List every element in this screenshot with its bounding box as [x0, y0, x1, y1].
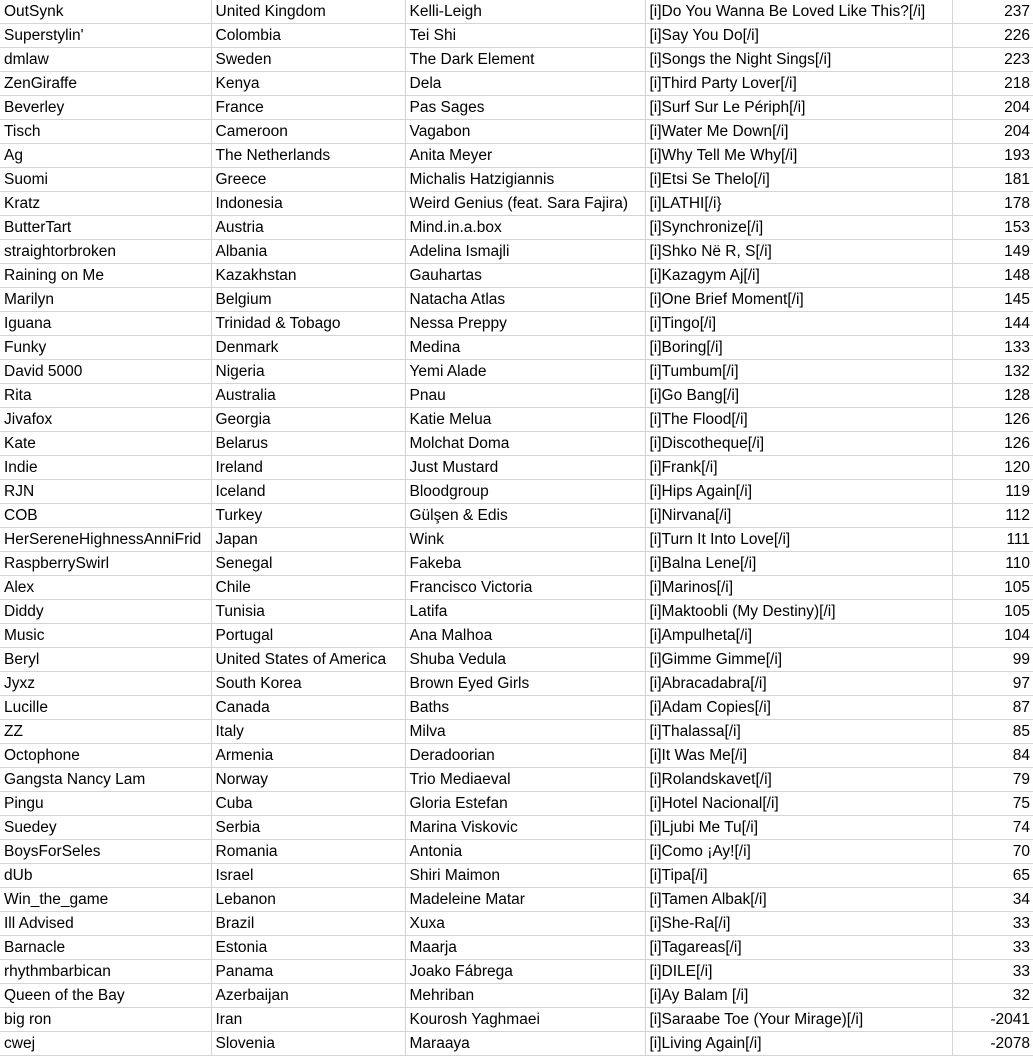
score-cell[interactable]: 34	[952, 888, 1033, 912]
song-cell[interactable]: [i]Thalassa[/i]	[645, 720, 952, 744]
user-cell[interactable]: Pingu	[0, 792, 211, 816]
table-row	[0, 264, 1033, 288]
user-cell[interactable]: Jivafox	[0, 408, 211, 432]
score-cell[interactable]: 33	[952, 960, 1033, 984]
score-cell[interactable]: 84	[952, 744, 1033, 768]
artist-cell[interactable]: Nessa Preppy	[405, 312, 645, 336]
table-row	[0, 480, 1033, 504]
country-cell[interactable]: Sweden	[211, 48, 405, 72]
score-cell[interactable]: 85	[952, 720, 1033, 744]
user-cell[interactable]: dUb	[0, 864, 211, 888]
user-cell[interactable]: Raining on Me	[0, 264, 211, 288]
country-cell[interactable]: Norway	[211, 768, 405, 792]
score-cell[interactable]: 126	[952, 432, 1033, 456]
country-cell[interactable]: Portugal	[211, 624, 405, 648]
artist-cell[interactable]: Mehriban	[405, 984, 645, 1008]
score-cell[interactable]: 237	[952, 0, 1033, 24]
user-cell[interactable]: Jyxz	[0, 672, 211, 696]
table-row	[0, 840, 1033, 864]
score-cell[interactable]: 105	[952, 576, 1033, 600]
table-row	[0, 96, 1033, 120]
song-cell[interactable]: [i]Say You Do[/i]	[645, 24, 952, 48]
table-row	[0, 696, 1033, 720]
artist-cell[interactable]: Xuxa	[405, 912, 645, 936]
country-cell[interactable]: Romania	[211, 840, 405, 864]
table-row	[0, 984, 1033, 1008]
artist-cell[interactable]: Trio Mediaeval	[405, 768, 645, 792]
user-cell[interactable]: straightorbroken	[0, 240, 211, 264]
song-cell[interactable]: [i]Gimme Gimme[/i]	[645, 648, 952, 672]
user-cell[interactable]: Barnacle	[0, 936, 211, 960]
song-cell[interactable]: [i]Etsi Se Thelo[/i]	[645, 168, 952, 192]
table-row	[0, 600, 1033, 624]
artist-cell[interactable]: Weird Genius (feat. Sara Fajira)	[405, 192, 645, 216]
artist-cell[interactable]: Shiri Maimon	[405, 864, 645, 888]
score-cell[interactable]: 120	[952, 456, 1033, 480]
score-cell[interactable]: 70	[952, 840, 1033, 864]
country-cell[interactable]: Estonia	[211, 936, 405, 960]
table-row	[0, 336, 1033, 360]
score-cell[interactable]: 119	[952, 480, 1033, 504]
score-cell[interactable]: -2078	[952, 1032, 1033, 1056]
score-cell[interactable]: 133	[952, 336, 1033, 360]
song-cell[interactable]: [i]Synchronize[/i]	[645, 216, 952, 240]
score-cell[interactable]: 218	[952, 72, 1033, 96]
song-cell[interactable]: [i]Balna Lene[/i]	[645, 552, 952, 576]
user-cell[interactable]: Beryl	[0, 648, 211, 672]
user-cell[interactable]: Tisch	[0, 120, 211, 144]
country-cell[interactable]: Serbia	[211, 816, 405, 840]
song-cell[interactable]: [i]Saraabe Toe (Your Mirage)[/i]	[645, 1008, 952, 1032]
user-cell[interactable]: Ag	[0, 144, 211, 168]
score-cell[interactable]: 223	[952, 48, 1033, 72]
table-row	[0, 72, 1033, 96]
artist-cell[interactable]: Fakeba	[405, 552, 645, 576]
song-cell[interactable]: [i]Tamen Albak[/i]	[645, 888, 952, 912]
score-cell[interactable]: 112	[952, 504, 1033, 528]
user-cell[interactable]: OutSynk	[0, 0, 211, 24]
table-row	[0, 144, 1033, 168]
song-cell[interactable]: [i]Kazagym Aj[/i]	[645, 264, 952, 288]
score-cell[interactable]: 149	[952, 240, 1033, 264]
user-cell[interactable]: Diddy	[0, 600, 211, 624]
artist-cell[interactable]: Shuba Vedula	[405, 648, 645, 672]
table-row	[0, 408, 1033, 432]
song-cell[interactable]: [i]Ljubi Me Tu[/i]	[645, 816, 952, 840]
song-cell[interactable]: [i]Why Tell Me Why[/i]	[645, 144, 952, 168]
artist-cell[interactable]: Yemi Alade	[405, 360, 645, 384]
user-cell[interactable]: Gangsta Nancy Lam	[0, 768, 211, 792]
artist-cell[interactable]: Anita Meyer	[405, 144, 645, 168]
country-cell[interactable]: Lebanon	[211, 888, 405, 912]
song-cell[interactable]: [i]Como ¡Ay![/i]	[645, 840, 952, 864]
song-cell[interactable]: [i]Marinos[/i]	[645, 576, 952, 600]
user-cell[interactable]: Alex	[0, 576, 211, 600]
score-cell[interactable]: 204	[952, 120, 1033, 144]
song-cell[interactable]: [i]Living Again[/i]	[645, 1032, 952, 1056]
artist-cell[interactable]: Antonia	[405, 840, 645, 864]
user-cell[interactable]: Win_the_game	[0, 888, 211, 912]
country-cell[interactable]: Albania	[211, 240, 405, 264]
table-row	[0, 24, 1033, 48]
song-cell[interactable]: [i]Tipa[/i]	[645, 864, 952, 888]
country-cell[interactable]: Canada	[211, 696, 405, 720]
table-row	[0, 744, 1033, 768]
country-cell[interactable]: Chile	[211, 576, 405, 600]
song-cell[interactable]: [i]Surf Sur Le Périph[/i]	[645, 96, 952, 120]
country-cell[interactable]: Nigeria	[211, 360, 405, 384]
artist-cell[interactable]: Tei Shi	[405, 24, 645, 48]
table-row	[0, 624, 1033, 648]
song-cell[interactable]: [i]Tagareas[/i]	[645, 936, 952, 960]
table-row	[0, 792, 1033, 816]
user-cell[interactable]: RaspberrySwirl	[0, 552, 211, 576]
score-cell[interactable]: 126	[952, 408, 1033, 432]
country-cell[interactable]: Kenya	[211, 72, 405, 96]
user-cell[interactable]: Queen of the Bay	[0, 984, 211, 1008]
country-cell[interactable]: Tunisia	[211, 600, 405, 624]
user-cell[interactable]: COB	[0, 504, 211, 528]
score-cell[interactable]: 132	[952, 360, 1033, 384]
table-row	[0, 312, 1033, 336]
table-row	[0, 960, 1033, 984]
score-cell[interactable]: 145	[952, 288, 1033, 312]
user-cell[interactable]: David 5000	[0, 360, 211, 384]
artist-cell[interactable]: Kelli-Leigh	[405, 0, 645, 24]
song-cell[interactable]: [i]Discotheque[/i]	[645, 432, 952, 456]
artist-cell[interactable]: Michalis Hatzigiannis	[405, 168, 645, 192]
country-cell[interactable]: The Netherlands	[211, 144, 405, 168]
country-cell[interactable]: Greece	[211, 168, 405, 192]
score-cell[interactable]: 111	[952, 528, 1033, 552]
artist-cell[interactable]: Marina Viskovic	[405, 816, 645, 840]
country-cell[interactable]: Israel	[211, 864, 405, 888]
country-cell[interactable]: Brazil	[211, 912, 405, 936]
user-cell[interactable]: Kratz	[0, 192, 211, 216]
score-cell[interactable]: 99	[952, 648, 1033, 672]
table-row	[0, 216, 1033, 240]
song-cell[interactable]: [i]Third Party Lover[/i]	[645, 72, 952, 96]
table-row	[0, 720, 1033, 744]
artist-cell[interactable]: Adelina Ismajli	[405, 240, 645, 264]
table-row	[0, 528, 1033, 552]
artist-cell[interactable]: Dela	[405, 72, 645, 96]
score-cell[interactable]: 178	[952, 192, 1033, 216]
score-cell[interactable]: 110	[952, 552, 1033, 576]
user-cell[interactable]: Indie	[0, 456, 211, 480]
artist-cell[interactable]: Deradoorian	[405, 744, 645, 768]
table-row	[0, 552, 1033, 576]
table-row	[0, 384, 1033, 408]
artist-cell[interactable]: Milva	[405, 720, 645, 744]
table-row	[0, 888, 1033, 912]
table-row	[0, 456, 1033, 480]
score-cell[interactable]: 204	[952, 96, 1033, 120]
score-cell[interactable]: 97	[952, 672, 1033, 696]
song-cell[interactable]: [i]Boring[/i]	[645, 336, 952, 360]
user-cell[interactable]: ButterTart	[0, 216, 211, 240]
user-cell[interactable]: Ill Advised	[0, 912, 211, 936]
table-row	[0, 240, 1033, 264]
artist-cell[interactable]: Kourosh Yaghmaei	[405, 1008, 645, 1032]
country-cell[interactable]: South Korea	[211, 672, 405, 696]
table-row	[0, 768, 1033, 792]
user-cell[interactable]: Beverley	[0, 96, 211, 120]
song-cell[interactable]: [i]Tingo[/i]	[645, 312, 952, 336]
table-row	[0, 288, 1033, 312]
artist-cell[interactable]: Bloodgroup	[405, 480, 645, 504]
user-cell[interactable]: Lucille	[0, 696, 211, 720]
table-row	[0, 576, 1033, 600]
artist-cell[interactable]: Gloria Estefan	[405, 792, 645, 816]
artist-cell[interactable]: Francisco Victoria	[405, 576, 645, 600]
table-row	[0, 48, 1033, 72]
user-cell[interactable]: rhythmbarbican	[0, 960, 211, 984]
artist-cell[interactable]: Katie Melua	[405, 408, 645, 432]
user-cell[interactable]: HerSereneHighnessAnniFrid	[0, 528, 211, 552]
country-cell[interactable]: Austria	[211, 216, 405, 240]
country-cell[interactable]: Iran	[211, 1008, 405, 1032]
artist-cell[interactable]: Maarja	[405, 936, 645, 960]
table-row	[0, 936, 1033, 960]
song-cell[interactable]: [i]Abracadabra[/i]	[645, 672, 952, 696]
table-row	[0, 0, 1033, 24]
table-row	[0, 864, 1033, 888]
country-cell[interactable]: Belarus	[211, 432, 405, 456]
country-cell[interactable]: Indonesia	[211, 192, 405, 216]
score-cell[interactable]: 144	[952, 312, 1033, 336]
user-cell[interactable]: cwej	[0, 1032, 211, 1056]
artist-cell[interactable]: Just Mustard	[405, 456, 645, 480]
user-cell[interactable]: Octophone	[0, 744, 211, 768]
artist-cell[interactable]: The Dark Element	[405, 48, 645, 72]
artist-cell[interactable]: Ana Malhoa	[405, 624, 645, 648]
country-cell[interactable]: Panama	[211, 960, 405, 984]
country-cell[interactable]: United States of America	[211, 648, 405, 672]
song-cell[interactable]: [i]Maktoobli (My Destiny)[/i]	[645, 600, 952, 624]
table-row	[0, 360, 1033, 384]
artist-cell[interactable]: Mind.in.a.box	[405, 216, 645, 240]
score-cell[interactable]: 87	[952, 696, 1033, 720]
table-row	[0, 912, 1033, 936]
user-cell[interactable]: Superstylin'	[0, 24, 211, 48]
country-cell[interactable]: United Kingdom	[211, 0, 405, 24]
country-cell[interactable]: Trinidad & Tobago	[211, 312, 405, 336]
score-cell[interactable]: 33	[952, 936, 1033, 960]
table-row	[0, 672, 1033, 696]
song-cell[interactable]: [i]Go Bang[/i]	[645, 384, 952, 408]
song-cell[interactable]: [i]Nirvana[/i]	[645, 504, 952, 528]
user-cell[interactable]: big ron	[0, 1008, 211, 1032]
score-cell[interactable]: 74	[952, 816, 1033, 840]
user-cell[interactable]: Funky	[0, 336, 211, 360]
score-cell[interactable]: -2041	[952, 1008, 1033, 1032]
song-cell[interactable]: [i]Ampulheta[/i]	[645, 624, 952, 648]
country-cell[interactable]: Ireland	[211, 456, 405, 480]
country-cell[interactable]: Georgia	[211, 408, 405, 432]
country-cell[interactable]: Senegal	[211, 552, 405, 576]
artist-cell[interactable]: Maraaya	[405, 1032, 645, 1056]
song-cell[interactable]: [i]Turn It Into Love[/i]	[645, 528, 952, 552]
country-cell[interactable]: Colombia	[211, 24, 405, 48]
artist-cell[interactable]: Joako Fábrega	[405, 960, 645, 984]
user-cell[interactable]: RJN	[0, 480, 211, 504]
user-cell[interactable]: Suedey	[0, 816, 211, 840]
song-cell[interactable]: [i]She-Ra[/i]	[645, 912, 952, 936]
country-cell[interactable]: Iceland	[211, 480, 405, 504]
artist-cell[interactable]: Baths	[405, 696, 645, 720]
song-cell[interactable]: [i]One Brief Moment[/i]	[645, 288, 952, 312]
country-cell[interactable]: Kazakhstan	[211, 264, 405, 288]
table-row	[0, 1032, 1033, 1056]
artist-cell[interactable]: Madeleine Matar	[405, 888, 645, 912]
song-cell[interactable]: [i]Hotel Nacional[/i]	[645, 792, 952, 816]
user-cell[interactable]: ZZ	[0, 720, 211, 744]
user-cell[interactable]: ZenGiraffe	[0, 72, 211, 96]
country-cell[interactable]: Azerbaijan	[211, 984, 405, 1008]
country-cell[interactable]: Armenia	[211, 744, 405, 768]
country-cell[interactable]: Australia	[211, 384, 405, 408]
song-cell[interactable]: [i]Hips Again[/i]	[645, 480, 952, 504]
table-row	[0, 816, 1033, 840]
song-cell[interactable]: [i]Shko Në R, S[/i]	[645, 240, 952, 264]
score-cell[interactable]: 105	[952, 600, 1033, 624]
country-cell[interactable]: Japan	[211, 528, 405, 552]
country-cell[interactable]: Italy	[211, 720, 405, 744]
country-cell[interactable]: Denmark	[211, 336, 405, 360]
user-cell[interactable]: Rita	[0, 384, 211, 408]
user-cell[interactable]: BoysForSeles	[0, 840, 211, 864]
artist-cell[interactable]: Natacha Atlas	[405, 288, 645, 312]
artist-cell[interactable]: Wink	[405, 528, 645, 552]
score-cell[interactable]: 153	[952, 216, 1033, 240]
song-cell[interactable]: [i]It Was Me[/i]	[645, 744, 952, 768]
song-cell[interactable]: [i]Songs the Night Sings[/i]	[645, 48, 952, 72]
table-row	[0, 504, 1033, 528]
table-row	[0, 192, 1033, 216]
table-row	[0, 168, 1033, 192]
score-cell[interactable]: 104	[952, 624, 1033, 648]
country-cell[interactable]: Cameroon	[211, 120, 405, 144]
user-cell[interactable]: dmlaw	[0, 48, 211, 72]
song-cell[interactable]: [i]LATHI[/i}	[645, 192, 952, 216]
song-cell[interactable]: [i]Water Me Down[/i]	[645, 120, 952, 144]
score-cell[interactable]: 32	[952, 984, 1033, 1008]
user-cell[interactable]: Music	[0, 624, 211, 648]
song-cell[interactable]: [i]Rolandskavet[/i]	[645, 768, 952, 792]
song-cell[interactable]: [i]Do You Wanna Be Loved Like This?[/i]	[645, 0, 952, 24]
user-cell[interactable]: Iguana	[0, 312, 211, 336]
table-row	[0, 1008, 1033, 1032]
score-cell[interactable]: 75	[952, 792, 1033, 816]
country-cell[interactable]: France	[211, 96, 405, 120]
artist-cell[interactable]: Pas Sages	[405, 96, 645, 120]
user-cell[interactable]: Suomi	[0, 168, 211, 192]
user-cell[interactable]: Marilyn	[0, 288, 211, 312]
song-cell[interactable]: [i]Frank[/i]	[645, 456, 952, 480]
score-cell[interactable]: 193	[952, 144, 1033, 168]
country-cell[interactable]: Slovenia	[211, 1032, 405, 1056]
artist-cell[interactable]: Gülşen & Edis	[405, 504, 645, 528]
artist-cell[interactable]: Latifa	[405, 600, 645, 624]
artist-cell[interactable]: Vagabon	[405, 120, 645, 144]
song-cell[interactable]: [i]Tumbum[/i]	[645, 360, 952, 384]
song-cell[interactable]: [i]Ay Balam [/i]	[645, 984, 952, 1008]
score-cell[interactable]: 33	[952, 912, 1033, 936]
score-cell[interactable]: 148	[952, 264, 1033, 288]
score-cell[interactable]: 65	[952, 864, 1033, 888]
song-cell[interactable]: [i]The Flood[/i]	[645, 408, 952, 432]
table-row	[0, 648, 1033, 672]
score-cell[interactable]: 128	[952, 384, 1033, 408]
song-cell[interactable]: [i]DILE[/i]	[645, 960, 952, 984]
artist-cell[interactable]: Molchat Doma	[405, 432, 645, 456]
country-cell[interactable]: Turkey	[211, 504, 405, 528]
artist-cell[interactable]: Pnau	[405, 384, 645, 408]
country-cell[interactable]: Cuba	[211, 792, 405, 816]
song-cell[interactable]: [i]Adam Copies[/i]	[645, 696, 952, 720]
score-cell[interactable]: 226	[952, 24, 1033, 48]
artist-cell[interactable]: Medina	[405, 336, 645, 360]
artist-cell[interactable]: Brown Eyed Girls	[405, 672, 645, 696]
score-cell[interactable]: 79	[952, 768, 1033, 792]
score-cell[interactable]: 181	[952, 168, 1033, 192]
user-cell[interactable]: Kate	[0, 432, 211, 456]
artist-cell[interactable]: Gauhartas	[405, 264, 645, 288]
table-row	[0, 120, 1033, 144]
country-cell[interactable]: Belgium	[211, 288, 405, 312]
table-row	[0, 432, 1033, 456]
